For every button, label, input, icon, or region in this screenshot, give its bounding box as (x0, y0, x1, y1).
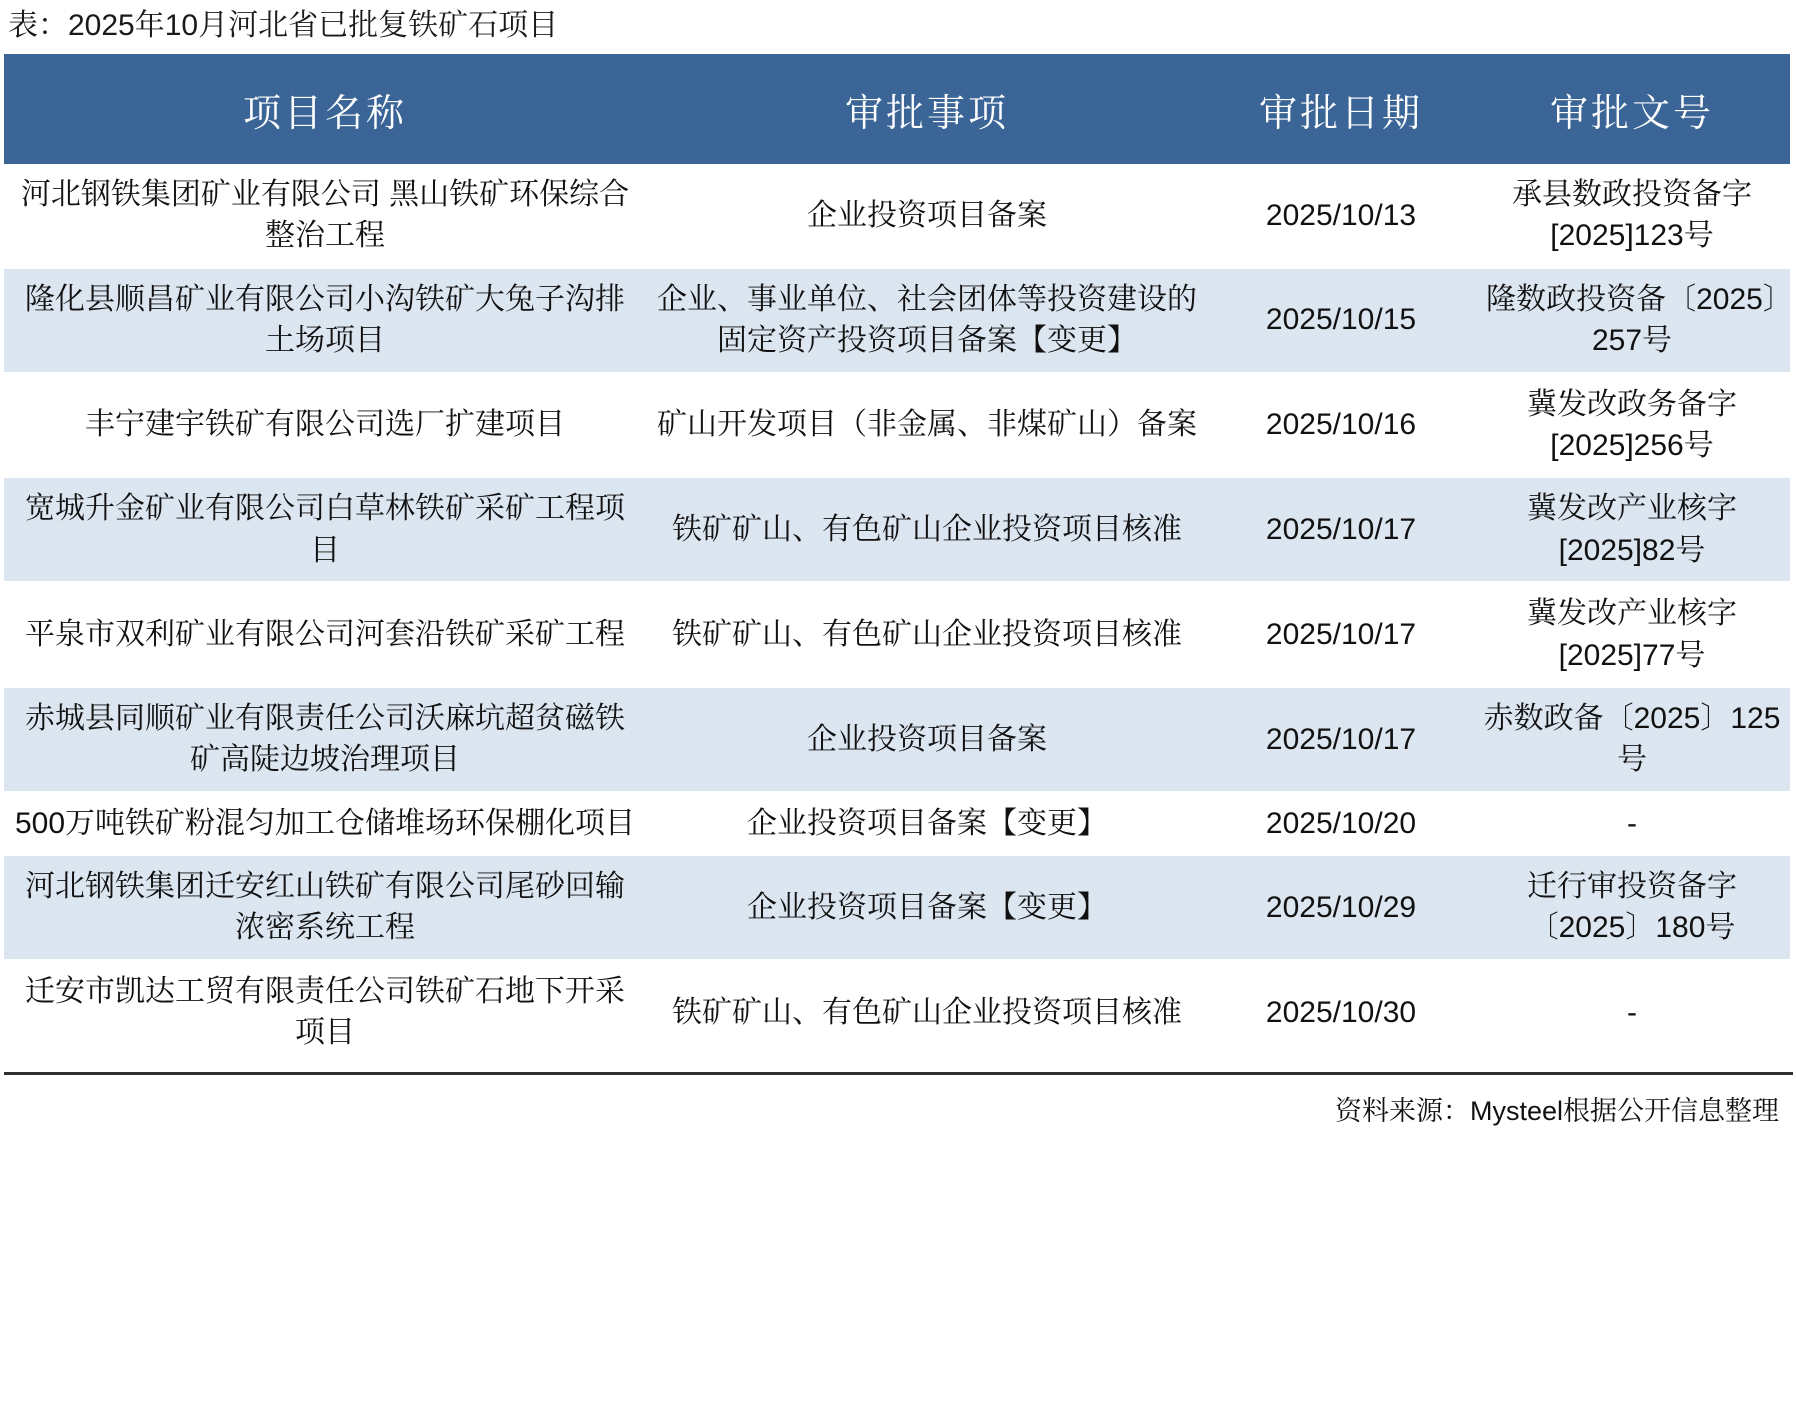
cell-project-name: 河北钢铁集团矿业有限公司 黑山铁矿环保综合整治工程 (4, 164, 646, 268)
table-row (4, 582, 1790, 687)
column-header-approval-item: 审批事项 (646, 54, 1208, 164)
cell-approval-item: 铁矿矿山、有色矿山企业投资项目核准 (646, 477, 1208, 582)
cell-project-name: 迁安市凯达工贸有限责任公司铁矿石地下开采项目 (4, 960, 646, 1065)
cell-project-name: 丰宁建宇铁矿有限公司选厂扩建项目 (4, 373, 646, 478)
cell-approval-item: 铁矿矿山、有色矿山企业投资项目核准 (646, 960, 1208, 1065)
cell-project-name: 隆化县顺昌矿业有限公司小沟铁矿大兔子沟排土场项目 (4, 268, 646, 373)
column-header-project-name: 项目名称 (4, 54, 646, 164)
cell-approval-doc: 迁行审投资备字〔2025〕180号 (1474, 855, 1790, 960)
cell-approval-item: 企业投资项目备案【变更】 (646, 855, 1208, 960)
column-header-approval-doc: 审批文号 (1474, 54, 1790, 164)
cell-approval-doc: - (1474, 960, 1790, 1065)
cell-approval-item: 企业、事业单位、社会团体等投资建设的固定资产投资项目备案【变更】 (646, 268, 1208, 373)
cell-approval-date: 2025/10/17 (1208, 687, 1474, 792)
cell-approval-doc: 承县数政投资备字[2025]123号 (1474, 164, 1790, 268)
cell-approval-doc: 隆数政投资备〔2025〕257号 (1474, 268, 1790, 373)
cell-approval-date: 2025/10/15 (1208, 268, 1474, 373)
table-row (4, 855, 1790, 960)
cell-project-name: 平泉市双利矿业有限公司河套沿铁矿采矿工程 (4, 582, 646, 687)
cell-approval-doc: 冀发改产业核字[2025]82号 (1474, 477, 1790, 582)
table-row (4, 268, 1790, 373)
table-body (4, 164, 1790, 1065)
cell-approval-date: 2025/10/17 (1208, 477, 1474, 582)
header-row (4, 54, 1790, 164)
cell-approval-item: 企业投资项目备案 (646, 164, 1208, 268)
source-note: 资料来源：Mysteel根据公开信息整理 (4, 1072, 1793, 1128)
cell-approval-item: 铁矿矿山、有色矿山企业投资项目核准 (646, 582, 1208, 687)
column-header-approval-date: 审批日期 (1208, 54, 1474, 164)
cell-project-name: 500万吨铁矿粉混匀加工仓储堆场环保棚化项目 (4, 792, 646, 855)
table-row (4, 373, 1790, 478)
table-row (4, 477, 1790, 582)
cell-approval-item: 企业投资项目备案 (646, 687, 1208, 792)
cell-approval-date: 2025/10/29 (1208, 855, 1474, 960)
cell-approval-date: 2025/10/30 (1208, 960, 1474, 1065)
cell-approval-doc: 赤数政备〔2025〕125号 (1474, 687, 1790, 792)
table-row (4, 960, 1790, 1065)
table-caption: 表：2025年10月河北省已批复铁矿石项目 (8, 9, 559, 42)
table-header (4, 54, 1790, 164)
cell-approval-doc: - (1474, 792, 1790, 855)
cell-approval-date: 2025/10/13 (1208, 164, 1474, 268)
cell-approval-item: 企业投资项目备案【变更】 (646, 792, 1208, 855)
table-row (4, 687, 1790, 792)
approved-projects-table (4, 54, 1790, 1066)
cell-approval-doc: 冀发改产业核字[2025]77号 (1474, 582, 1790, 687)
cell-project-name: 河北钢铁集团迁安红山铁矿有限公司尾砂回输浓密系统工程 (4, 855, 646, 960)
cell-approval-date: 2025/10/20 (1208, 792, 1474, 855)
table-row (4, 164, 1790, 268)
cell-approval-doc: 冀发改政务备字[2025]256号 (1474, 373, 1790, 478)
cell-approval-item: 矿山开发项目（非金属、非煤矿山）备案 (646, 373, 1208, 478)
table-row (4, 792, 1790, 855)
cell-project-name: 宽城升金矿业有限公司白草林铁矿采矿工程项目 (4, 477, 646, 582)
cell-approval-date: 2025/10/16 (1208, 373, 1474, 478)
cell-project-name: 赤城县同顺矿业有限责任公司沃麻坑超贫磁铁矿高陡边坡治理项目 (4, 687, 646, 792)
cell-approval-date: 2025/10/17 (1208, 582, 1474, 687)
